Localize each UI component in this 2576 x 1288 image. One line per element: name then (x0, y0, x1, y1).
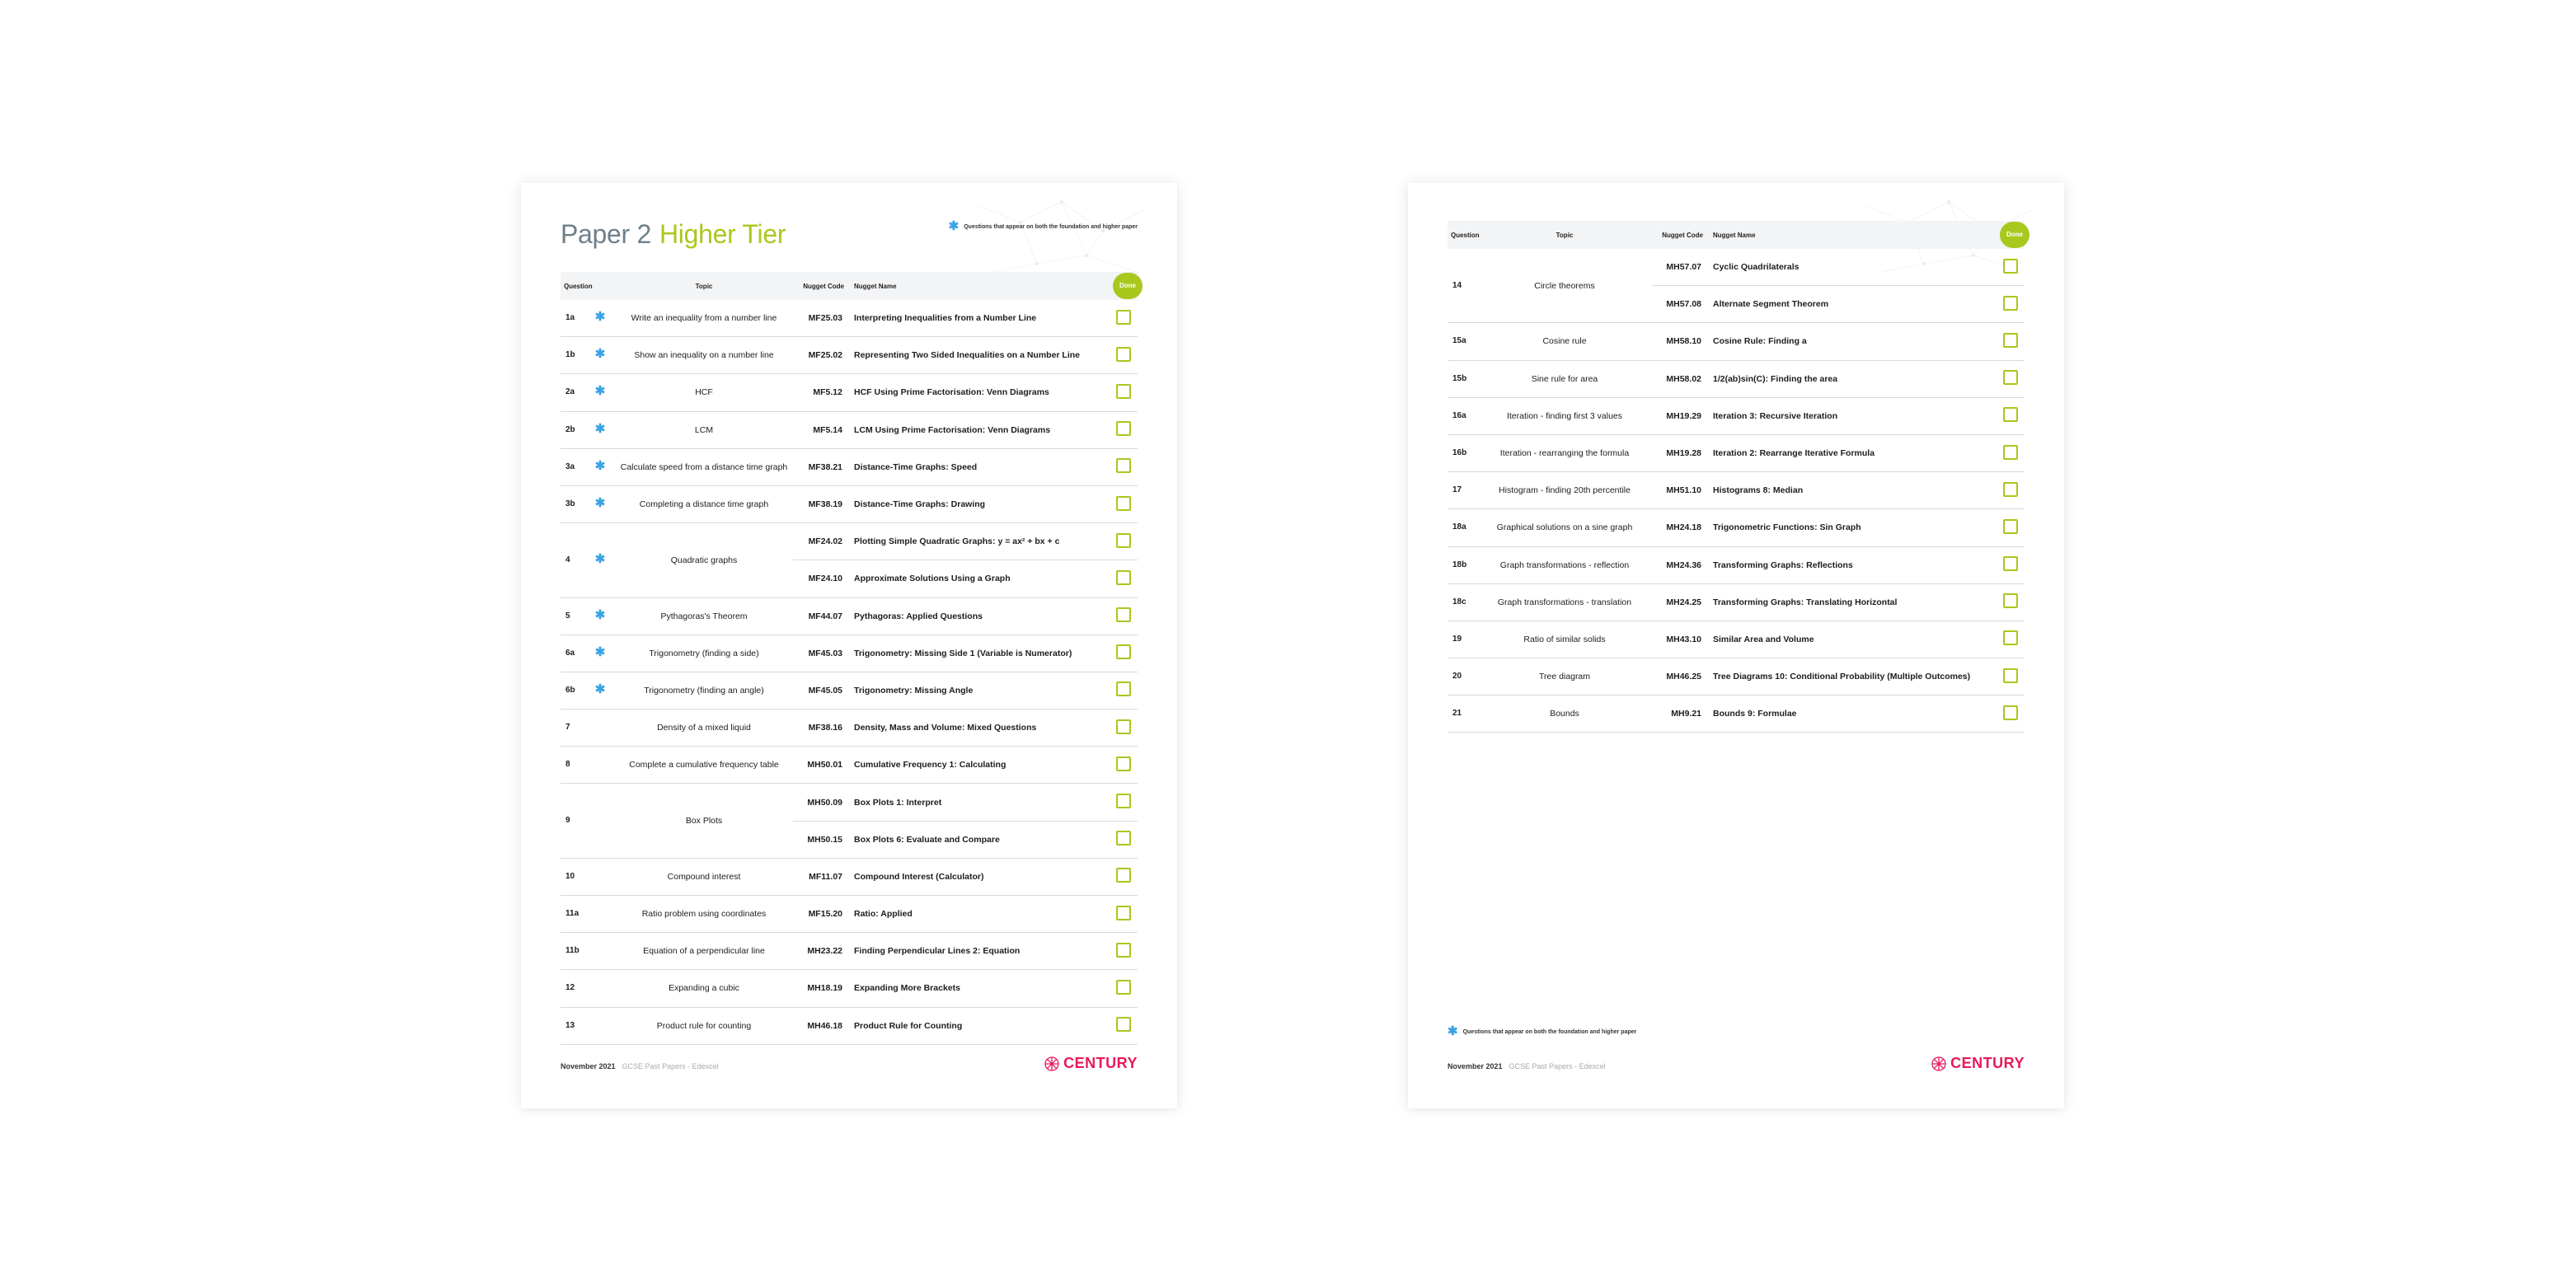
done-checkbox[interactable] (1116, 347, 1131, 362)
nugget-table (561, 272, 1138, 1045)
done-checkbox[interactable] (1116, 906, 1131, 920)
done-checkbox[interactable] (1116, 607, 1131, 622)
nugget-code: MH23.22 (793, 933, 851, 970)
nugget-code: MH24.36 (1652, 546, 1710, 583)
nugget-name: Distance-Time Graphs: Drawing (851, 485, 1110, 522)
table-row (561, 374, 1138, 411)
table-row (1448, 397, 2025, 434)
nugget-name: Pythagoras: Applied Questions (851, 597, 1110, 635)
nugget-name: Cyclic Quadrilaterals (1710, 249, 1997, 286)
topic-cell: Cosine rule (1477, 323, 1652, 360)
table-row (1448, 696, 2025, 733)
question-number: 18a (1448, 509, 1477, 546)
footer-date (561, 1062, 719, 1070)
nugget-code: MH58.10 (1652, 323, 1710, 360)
asterisk-icon: ✱ (948, 219, 960, 233)
topic-cell: Graph transformations - translation (1477, 583, 1652, 621)
nugget-name: Interpreting Inequalities from a Number Line (851, 300, 1110, 337)
nugget-code: MF25.02 (793, 337, 851, 374)
table-row (1448, 360, 2025, 397)
century-logo (1931, 1055, 2025, 1072)
century-logo-icon (1044, 1056, 1060, 1072)
question-number: 2a (561, 374, 590, 411)
topic-cell: Write an inequality from a number line (615, 300, 793, 337)
header-code: Nugget Code (1662, 231, 1703, 239)
done-checkbox[interactable] (2003, 630, 2018, 645)
question-number: 18b (1448, 546, 1477, 583)
question-number: 15b (1448, 360, 1477, 397)
nugget-name: Trigonometry: Missing Angle (851, 672, 1110, 709)
done-checkbox[interactable] (1116, 644, 1131, 659)
table-row (561, 710, 1138, 747)
header-name: Nugget Name (1713, 231, 1756, 239)
question-number: 17 (1448, 472, 1477, 509)
century-logo (1044, 1055, 1138, 1072)
nugget-code: MH50.15 (793, 821, 851, 858)
topic-cell: Circle theorems (1477, 249, 1652, 323)
question-number: 7 (561, 710, 590, 747)
nugget-code: MH50.01 (793, 747, 851, 784)
topic-cell: LCM (615, 411, 793, 448)
question-number: 13 (561, 1007, 590, 1044)
question-number: 6b (561, 672, 590, 709)
done-checkbox[interactable] (2003, 705, 2018, 720)
done-checkbox[interactable] (1116, 943, 1131, 958)
done-checkbox[interactable] (1116, 1017, 1131, 1032)
asterisk-icon: ✱ (594, 551, 606, 566)
topic-cell: Histogram - finding 20th percentile (1477, 472, 1652, 509)
nugget-name: Product Rule for Counting (851, 1007, 1110, 1044)
nugget-code: MF5.14 (793, 411, 851, 448)
question-number: 4 (561, 523, 590, 597)
nugget-code: MH19.28 (1652, 434, 1710, 471)
nugget-name: Transforming Graphs: Translating Horizontal (1710, 583, 1997, 621)
topic-cell: HCF (615, 374, 793, 411)
topic-cell: Bounds (1477, 696, 1652, 733)
done-checkbox[interactable] (1116, 310, 1131, 325)
table-row (1448, 546, 2025, 583)
done-checkbox[interactable] (2003, 556, 2018, 571)
done-checkbox[interactable] (2003, 445, 2018, 460)
topic-cell: Iteration - finding first 3 values (1477, 397, 1652, 434)
nugget-table (1448, 221, 2025, 733)
done-checkbox[interactable] (2003, 482, 2018, 497)
question-number: 6a (561, 635, 590, 672)
question-number: 3b (561, 485, 590, 522)
topic-cell: Complete a cumulative frequency table (615, 747, 793, 784)
table-row (561, 747, 1138, 784)
done-checkbox[interactable] (2003, 519, 2018, 534)
header-question: Question (564, 282, 593, 290)
table-row (1448, 472, 2025, 509)
nugget-code: MF44.07 (793, 597, 851, 635)
topic-cell: Box Plots (615, 784, 793, 858)
topic-cell: Iteration - rearranging the formula (1477, 434, 1652, 471)
table-row (561, 523, 1138, 560)
nugget-name: Density, Mass and Volume: Mixed Questions (851, 710, 1110, 747)
topic-cell: Graphical solutions on a sine graph (1477, 509, 1652, 546)
table-row (561, 635, 1138, 672)
nugget-code: MF15.20 (793, 896, 851, 933)
nugget-name: Approximate Solutions Using a Graph (851, 560, 1110, 597)
table-row (1448, 509, 2025, 546)
topic-cell: Pythagoras's Theorem (615, 597, 793, 635)
done-checkbox[interactable] (1116, 458, 1131, 473)
done-checkbox[interactable] (1116, 719, 1131, 734)
topic-cell: Sine rule for area (1477, 360, 1652, 397)
nugget-name: Representing Two Sided Inequalities on a Number Line (851, 337, 1110, 374)
nugget-code: MH51.10 (1652, 472, 1710, 509)
tier-label: Higher Tier (659, 219, 786, 249)
table-row (561, 672, 1138, 709)
nugget-name: Box Plots 6: Evaluate and Compare (851, 821, 1110, 858)
table-header (1448, 221, 2025, 249)
question-number: 18c (1448, 583, 1477, 621)
topic-cell: Tree diagram (1477, 658, 1652, 696)
nugget-name: Transforming Graphs: Reflections (1710, 546, 1997, 583)
nugget-name: Iteration 3: Recursive Iteration (1710, 397, 1997, 434)
nugget-code: MH57.08 (1652, 286, 1710, 323)
legend-text: Questions that appear on both the foundation and higher paper (964, 223, 1138, 230)
question-number: 12 (561, 970, 590, 1007)
topic-cell: Quadratic graphs (615, 523, 793, 597)
nugget-code: MF24.10 (793, 560, 851, 597)
question-number: 21 (1448, 696, 1477, 733)
nugget-code: MF25.03 (793, 300, 851, 337)
nugget-name: LCM Using Prime Factorisation: Venn Diagrams (851, 411, 1110, 448)
table-row (561, 448, 1138, 485)
nugget-name: Plotting Simple Quadratic Graphs: y = ax² + bx + c (851, 523, 1110, 560)
question-number: 9 (561, 784, 590, 858)
page-title (561, 218, 786, 251)
question-number: 10 (561, 858, 590, 895)
nugget-name: Finding Perpendicular Lines 2: Equation (851, 933, 1110, 970)
table-row (1448, 621, 2025, 658)
question-number: 16a (1448, 397, 1477, 434)
table-row (1448, 434, 2025, 471)
nugget-name: Trigonometry: Missing Side 1 (Variable is Numerator) (851, 635, 1110, 672)
done-checkbox[interactable] (2003, 296, 2018, 311)
table-row (561, 970, 1138, 1007)
nugget-name: Compound Interest (Calculator) (851, 858, 1110, 895)
done-checkbox[interactable] (2003, 668, 2018, 683)
century-logo-icon (1931, 1056, 1947, 1072)
asterisk-icon: ✱ (1448, 1024, 1458, 1038)
nugget-code: MH24.25 (1652, 583, 1710, 621)
nugget-name: Alternate Segment Theorem (1710, 286, 1997, 323)
topic-cell: Compound interest (615, 858, 793, 895)
nugget-code: MH9.21 (1652, 696, 1710, 733)
done-checkbox[interactable] (2003, 370, 2018, 385)
done-checkbox[interactable] (2003, 593, 2018, 608)
nugget-code: MF45.05 (793, 672, 851, 709)
footer-date (1448, 1062, 1606, 1070)
topic-cell: Equation of a perpendicular line (615, 933, 793, 970)
nugget-code: MH58.02 (1652, 360, 1710, 397)
table-row (1448, 658, 2025, 696)
question-number: 11b (561, 933, 590, 970)
question-number: 14 (1448, 249, 1477, 323)
topic-cell: Ratio problem using coordinates (615, 896, 793, 933)
nugget-name: Cumulative Frequency 1: Calculating (851, 747, 1110, 784)
legend-text: Questions that appear on both the foundation and higher paper (1462, 1028, 1637, 1035)
done-checkbox[interactable] (1116, 831, 1131, 845)
topic-cell: Show an inequality on a number line (615, 337, 793, 374)
nugget-code: MF11.07 (793, 858, 851, 895)
question-number: 20 (1448, 658, 1477, 696)
document-page-2 (1408, 183, 2064, 1108)
question-number: 3a (561, 448, 590, 485)
done-checkbox[interactable] (1116, 421, 1131, 436)
nugget-name: Trigonometric Functions: Sin Graph (1710, 509, 1997, 546)
done-checkbox[interactable] (1116, 570, 1131, 585)
nugget-code: MH46.25 (1652, 658, 1710, 696)
done-checkbox[interactable] (1116, 868, 1131, 883)
topic-cell: Product rule for counting (615, 1007, 793, 1044)
nugget-name: Cosine Rule: Finding a (1710, 323, 1997, 360)
question-number: 1a (561, 300, 590, 337)
done-badge: Done (1113, 273, 1143, 299)
table-row (561, 300, 1138, 337)
asterisk-icon: ✱ (594, 458, 606, 473)
legend (948, 219, 1138, 233)
done-checkbox[interactable] (1116, 533, 1131, 548)
asterisk-icon: ✱ (594, 421, 606, 436)
topic-cell: Calculate speed from a distance time graph (615, 448, 793, 485)
header-topic: Topic (695, 282, 713, 290)
asterisk-icon: ✱ (594, 607, 606, 622)
table-row (561, 784, 1138, 821)
topic-cell: Expanding a cubic (615, 970, 793, 1007)
asterisk-icon: ✱ (594, 310, 606, 325)
question-number: 5 (561, 597, 590, 635)
nugget-name: Expanding More Brackets (851, 970, 1110, 1007)
nugget-code: MH57.07 (1652, 249, 1710, 286)
done-checkbox[interactable] (1116, 794, 1131, 808)
done-checkbox[interactable] (1116, 384, 1131, 399)
nugget-code: MF24.02 (793, 523, 851, 560)
nugget-name: HCF Using Prime Factorisation: Venn Diagrams (851, 374, 1110, 411)
nugget-name: Iteration 2: Rearrange Iterative Formula (1710, 434, 1997, 471)
table-row (561, 933, 1138, 970)
nugget-code: MH50.09 (793, 784, 851, 821)
done-checkbox[interactable] (2003, 333, 2018, 348)
nugget-code: MH43.10 (1652, 621, 1710, 658)
topic-cell: Trigonometry (finding an angle) (615, 672, 793, 709)
logo-text: CENTURY (1950, 1055, 2025, 1071)
topic-cell: Trigonometry (finding a side) (615, 635, 793, 672)
table-row (561, 1007, 1138, 1044)
table-row (1448, 323, 2025, 360)
question-number: 19 (1448, 621, 1477, 658)
question-number: 15a (1448, 323, 1477, 360)
done-checkbox[interactable] (1116, 756, 1131, 771)
nugget-name: Box Plots 1: Interpret (851, 784, 1110, 821)
nugget-code: MF5.12 (793, 374, 851, 411)
table-row (561, 896, 1138, 933)
nugget-name: 1/2(ab)sin(C): Finding the area (1710, 360, 1997, 397)
done-checkbox[interactable] (1116, 496, 1131, 511)
done-checkbox[interactable] (2003, 407, 2018, 422)
table-row (1448, 249, 2025, 286)
nugget-name: Histograms 8: Median (1710, 472, 1997, 509)
nugget-code: MH46.18 (793, 1007, 851, 1044)
legend (1448, 1024, 1637, 1038)
table-row (561, 858, 1138, 895)
logo-text: CENTURY (1063, 1055, 1138, 1071)
topic-cell: Ratio of similar solids (1477, 621, 1652, 658)
asterisk-icon: ✱ (594, 496, 606, 511)
header-name: Nugget Name (854, 282, 897, 290)
footer-date-text: November 2021 (1448, 1062, 1503, 1070)
footer-source: GCSE Past Papers - Edexcel (622, 1062, 719, 1070)
asterisk-icon: ✱ (594, 644, 606, 659)
topic-cell: Graph transformations - reflection (1477, 546, 1652, 583)
table-header (561, 272, 1138, 300)
header-code: Nugget Code (803, 282, 844, 290)
header-topic: Topic (1555, 231, 1574, 239)
table-row (561, 485, 1138, 522)
asterisk-icon: ✱ (594, 384, 606, 399)
table-row (1448, 583, 2025, 621)
nugget-code: MH19.29 (1652, 397, 1710, 434)
table-row (561, 411, 1138, 448)
nugget-code: MF38.19 (793, 485, 851, 522)
question-number: 8 (561, 747, 590, 784)
nugget-name: Similar Area and Volume (1710, 621, 1997, 658)
document-page-1 (521, 183, 1177, 1108)
done-checkbox[interactable] (1116, 980, 1131, 995)
done-checkbox[interactable] (1116, 681, 1131, 696)
topic-cell: Completing a distance time graph (615, 485, 793, 522)
question-number: 11a (561, 896, 590, 933)
table-row (561, 337, 1138, 374)
question-number: 2b (561, 411, 590, 448)
question-number: 16b (1448, 434, 1477, 471)
nugget-code: MF38.16 (793, 710, 851, 747)
asterisk-icon: ✱ (594, 681, 606, 696)
nugget-name: Tree Diagrams 10: Conditional Probability (Multiple Outcomes) (1710, 658, 1997, 696)
asterisk-icon: ✱ (594, 347, 606, 362)
header-question: Question (1451, 231, 1480, 239)
nugget-code: MF45.03 (793, 635, 851, 672)
nugget-name: Ratio: Applied (851, 896, 1110, 933)
done-checkbox[interactable] (2003, 259, 2018, 274)
nugget-code: MH24.18 (1652, 509, 1710, 546)
nugget-code: MF38.21 (793, 448, 851, 485)
nugget-name: Bounds 9: Formulae (1710, 696, 1997, 733)
table-row (561, 597, 1138, 635)
footer-date-text: November 2021 (561, 1062, 616, 1070)
done-badge: Done (2000, 222, 2029, 248)
footer-source: GCSE Past Papers - Edexcel (1509, 1062, 1606, 1070)
nugget-code: MH18.19 (793, 970, 851, 1007)
paper-label: Paper 2 (561, 219, 651, 249)
nugget-name: Distance-Time Graphs: Speed (851, 448, 1110, 485)
topic-cell: Density of a mixed liquid (615, 710, 793, 747)
question-number: 1b (561, 337, 590, 374)
